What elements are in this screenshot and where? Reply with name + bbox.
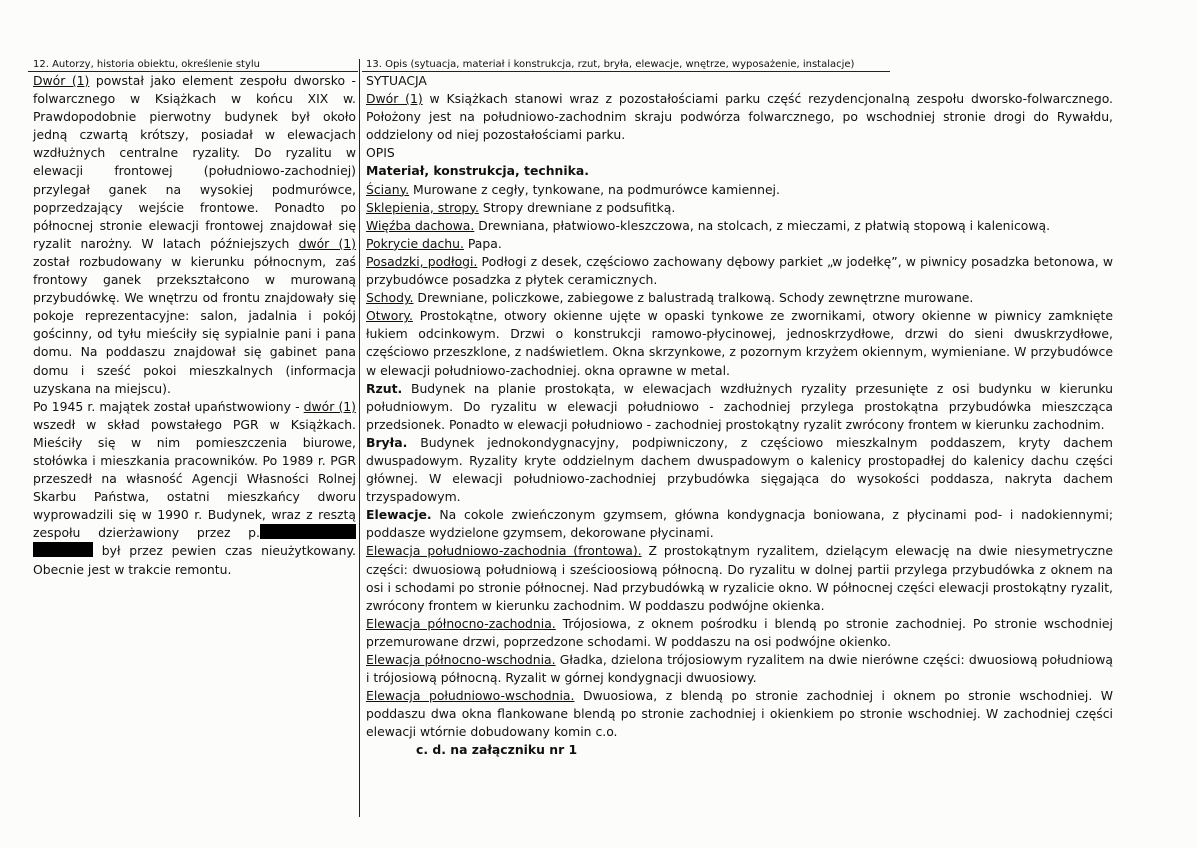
roofing-entry: Pokrycie dachu. Papa.	[366, 235, 502, 251]
elevation-southeast: Elewacja południowo-wschodnia. Dwuosiowa, z blendą po stronie zachodniej i oknem po stronie wschodniej. W poddaszu dwa okna flankowane blendą po stronie zachodniej i okienkiem po stronie wschodniej. W zachodniej części elewacji wtórnie dobudowany komin c.o.	[366, 688, 1113, 740]
right-column-header: 13. Opis (sytuacja, materiał i konstrukcja, rzut, bryła, elewacje, wnętrze, wyposażenie, instalacje)	[366, 59, 855, 70]
left-column-header: 12. Autorzy, historia obiektu, określenie stylu	[33, 59, 261, 70]
walls-entry: Ściany. Murowane z cegły, tynkowane, na podmurówce kamiennej.	[366, 181, 780, 197]
dwor-reference: Dwór (1)	[366, 91, 423, 107]
history-column	[33, 72, 356, 579]
section-heading-opis: OPIS	[366, 145, 395, 161]
material-heading: Materiał, konstrukcja, technika.	[366, 163, 589, 179]
description-column	[366, 72, 1113, 760]
history-paragraph-2: Po 1945 r. majątek został upaństwowiony - dwór (1) wszedł w skład powstałego PGR w Książkach. Mieściły się w nim pomieszczenia biurowe, stołówka i mieszkania pracowników. Po 1989 r. PGR przeszedł na własność Agencji Własności Rolnej Skarbu Państwa, ostatni mieszkańcy dworu wyprowadzili się w 1990 r. Budynek, wraz z resztą zespołu dzierżawiony przez p. był przez pewien czas nieużytkowany. Obecnie jest w trakcie remontu.	[33, 398, 357, 577]
redacted-name-block	[33, 542, 93, 557]
floors-entry: Posadzki, podłogi. Podłogi z desek, częściowo zachowany dębowy parkiet „w jodełkę”, w piwnicy posadzka betonowa, w przybudówce posadzka z płytek ceramicznych.	[366, 253, 1113, 288]
ceilings-entry: Sklepienia, stropy. Stropy drewniane z podsufitką.	[366, 199, 676, 215]
elevations-entry: Elewacje. Na cokole zwieńczonym gzymsem, główna kondygnacja boniowana, z płycinami pod- i nadokiennymi; poddasze wydzielone gzymsem, dekorowane płycinami.	[366, 507, 1113, 541]
massing-entry: Bryła. Budynek jednokondygnacyjny, podpiwniczony, z częściowo mieszkalnym poddaszem, kryty dachem dwuspadowym. Ryzality kryte oddzielnym dachem dwuspadowym o kalenicy prostopadłej do kalenicy dachu części głównej. W elewacji południowo-zachodniej przybudówka sięgająca do wysokości poddasza, nakryta dachem trzyspadowym.	[366, 434, 1113, 505]
roof-truss-entry: Więźba dachowa. Drewniana, płatwiowo-kleszczowa, na stolcach, z mieczami, z płatwią stopową i kalenicową.	[366, 217, 1051, 233]
openings-entry: Otwory. Prostokątne, otwory okienne ujęte w opaski tynkowe ze zwornikami, otwory okienne w piwnicy zamknięte łukiem odcinkowym. Drzwi o konstrukcji ramowo-płycinowej, jednoskrzydłowe, drzwi do sieni dwuskrzydłowe, częściowo przeszklone, z nadświetlem. Okna skrzynkowe, z pozornym krzyżem okiennym, wymieniane. W przybudówce w elewacji południowo-zachodniej. okna oprawne w metal.	[366, 308, 1113, 378]
history-paragraph-1: Dwór (1) powstał jako element zespołu dworsko - folwarcznego w Książkach w końcu XIX w. Prawdopodobnie pierwotny budynek był około jedną czwartą krótszy, posiadał w elewacjach wzdłużnych centralne ryzality. Do ryzalitu w elewacji frontowej (południowo-zachodniej) przylegał ganek na wysokiej podmurówce, poprzedzający wejście frontowe. Ponadto po północnej stronie elewacji frontowej znajdował się ryzalit narożny. W latach późniejszych dwór (1) został rozbudowany w kierunku północnym, zaś frontowy ganek przekształcono w murowaną przybudówkę. We wnętrzu od frontu znajdowały się pokoje reprezentacyjne: salon, jadalnia i pokój gościnny, od tyłu mieściły się sypialnie pani i pana domu. Na poddaszu znajdował się gabinet pana domu i sześć pokoi mieszkalnych (informacja uzyskana na miejscu).	[33, 73, 357, 396]
dwor-reference: dwór (1)	[303, 398, 357, 414]
elevation-southwest: Elewacja południowo-zachodnia (frontowa). Z prostokątnym ryzalitem, dzielącym elewację na dwie niesymetryczne części: dwuosiową południową i sześcioosiową północną. Do ryzalitu w dolnej partii przylega przybudówka z oknem na osi i schodami po stronie północnej. Nad przybudówką w ryzalicie okno. W północnej części elewacji prostokątny ryzalit, zwrócony frontem w kierunku zachodnim. W poddaszu podwójne okienka.	[366, 543, 1113, 613]
elevation-northeast: Elewacja północno-wschodnia. Gładka, dzielona trójosiowym ryzalitem na dwie nierówne części: dwuosiową południową i trójosiową północną. Ryzalit w górnej kondygnacji dwuosiowy.	[366, 652, 1113, 686]
column-divider	[359, 59, 360, 817]
dwor-reference: dwór (1)	[298, 235, 356, 251]
elevation-northwest: Elewacja północno-zachodnia. Trójosiowa, z oknem pośrodku i blendą po stronie zachodniej. Po stronie wschodniej przemurowane drzwi, poprzedzone schodami. W poddaszu na osi podwójne okienko.	[366, 615, 1113, 649]
continuation-note: c. d. na załączniku nr 1	[416, 742, 578, 758]
redacted-name-block	[260, 524, 356, 539]
stairs-entry: Schody. Drewniane, policzkowe, zabiegowe z balustradą tralkową. Schody zewnętrzne murowane.	[366, 290, 974, 306]
plan-entry: Rzut. Budynek na planie prostokąta, w elewacjach wzdłużnych ryzality przesunięte z osi budynku w kierunku południowym. Do ryzalitu w elewacji południowo - zachodniej przylega prostokątna przybudówka mieszcząca przedsionek. Ponadto w elewacji południowo - zachodniej prostokątny ryzalit zwrócony frontem w kierunku zachodnim.	[366, 380, 1113, 432]
dwor-reference: Dwór (1)	[33, 73, 90, 88]
section-heading-sytuacja: SYTUACJA	[366, 73, 427, 88]
sytuacja-paragraph: Dwór (1) w Książkach stanowi wraz z pozostałościami parku część rezydencjonalną zespołu dworsko-folwarcznego. Położony jest na południowo-zachodnim skraju podwórza folwarcznego, po wschodniej stronie drogi do Rywałdu, oddzielony od niej pozostałościami parku.	[366, 91, 1113, 143]
